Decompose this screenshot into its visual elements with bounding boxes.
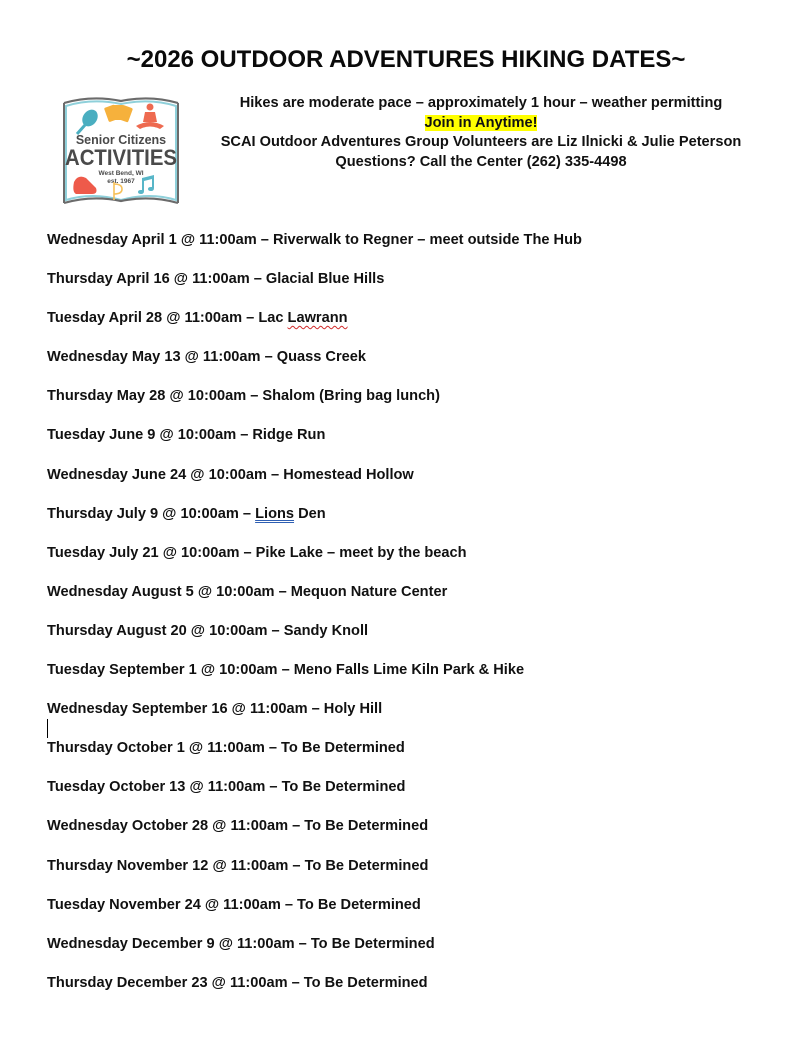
hike-info-block <box>210 94 752 172</box>
contact-note: Questions? Call the Center (262) 335-4498 <box>335 153 627 170</box>
svg-text:est. 1967: est. 1967 <box>107 178 135 185</box>
pace-note: Hikes are moderate pace – approximately 1 hour – weather permitting <box>239 95 723 111</box>
hike-entry: Wednesday April 1 @ 11:00am – Riverwalk to Regner – meet outside The Hub <box>47 232 582 248</box>
join-anytime-highlight: Join in Anytime! <box>424 114 538 131</box>
hike-entry: Wednesday October 28 @ 11:00am – To Be Determined <box>47 818 429 835</box>
hike-entry: Thursday October 1 @ 11:00am – To Be Determined <box>47 740 405 757</box>
hike-entry: Tuesday April 28 @ 11:00am – Lac Lawrann <box>47 310 348 327</box>
hike-schedule-list <box>47 231 582 1013</box>
hike-entry: Thursday April 16 @ 11:00am – Glacial Blue Hills <box>47 271 385 288</box>
hike-entry: Thursday August 20 @ 10:00am – Sandy Knoll <box>47 622 369 639</box>
text-cursor <box>47 719 48 738</box>
page-title: ~2026 OUTDOOR ADVENTURES HIKING DATES~ <box>126 46 686 73</box>
svg-text:West Bend, WI: West Bend, WI <box>98 170 144 177</box>
hike-entry: Thursday July 9 @ 10:00am – Lions Den <box>47 505 326 522</box>
hike-entry: Wednesday June 24 @ 10:00am – Homestead Hollow <box>47 466 414 483</box>
hike-entry: Tuesday July 21 @ 10:00am – Pike Lake – meet by the beach <box>47 544 467 561</box>
hike-entry: Tuesday September 1 @ 10:00am – Meno Falls Lime Kiln Park & Hike <box>47 662 525 679</box>
hike-entry: Thursday November 12 @ 11:00am – To Be Determined <box>47 857 429 874</box>
hike-entry: Thursday December 23 @ 11:00am – To Be Determined <box>47 974 428 991</box>
volunteers-note: SCAI Outdoor Adventures Group Volunteers are Liz Ilnicki & Julie Peterson <box>220 134 742 151</box>
grammar-flagged-word[interactable]: Lions <box>255 505 295 522</box>
senior-citizens-activities-logo <box>62 96 180 208</box>
spellcheck-flagged-word[interactable]: Lawrann <box>287 310 348 327</box>
hike-entry: Wednesday September 16 @ 11:00am – Holy Hill <box>47 701 383 718</box>
hike-entry: Tuesday June 9 @ 10:00am – Ridge Run <box>47 427 326 444</box>
hike-entry: Thursday May 28 @ 10:00am – Shalom (Bring bag lunch) <box>47 388 440 405</box>
hike-entry: Wednesday August 5 @ 10:00am – Mequon Nature Center <box>47 583 448 600</box>
playing-cards-icon <box>104 104 133 122</box>
hike-entry: Wednesday May 13 @ 11:00am – Quass Creek <box>47 349 366 366</box>
svg-text:Senior Citizens: Senior Citizens <box>75 133 167 147</box>
svg-text:ACTIVITIES: ACTIVITIES <box>65 145 177 170</box>
hike-entry: Tuesday October 13 @ 11:00am – To Be Determined <box>47 779 406 796</box>
hike-entry: Tuesday November 24 @ 11:00am – To Be Determined <box>47 896 421 913</box>
hike-entry: Wednesday December 9 @ 11:00am – To Be Determined <box>47 935 435 952</box>
